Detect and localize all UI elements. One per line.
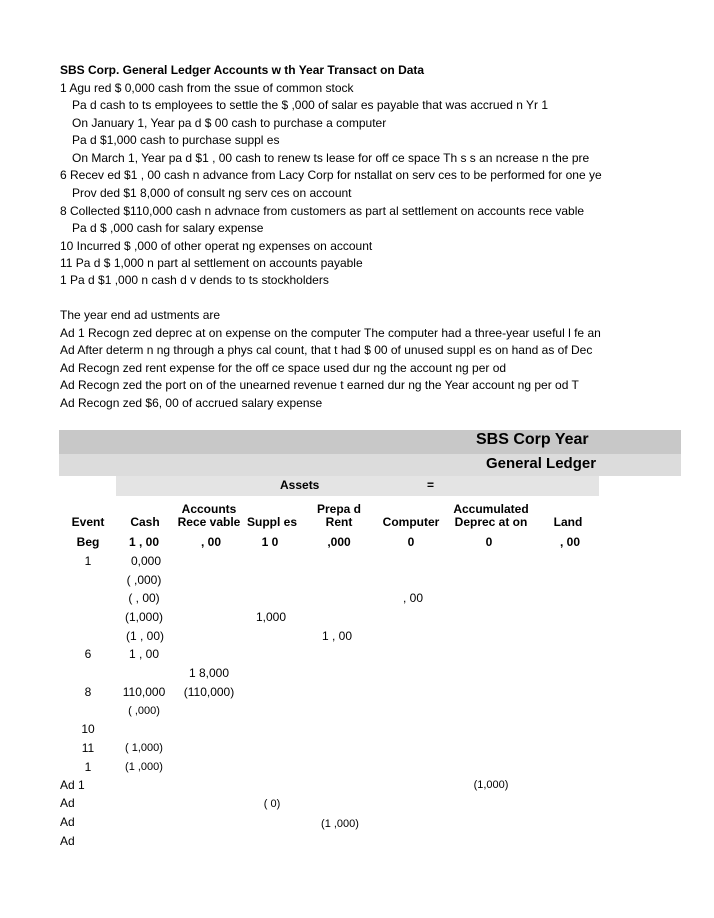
col-header-supplies: Suppl es <box>246 515 297 529</box>
adjustment-line: Ad Recogn zed $6, 00 of accrued salary expense <box>60 396 323 410</box>
row-adj-label: Ad 1 <box>60 778 85 792</box>
row-event: 1 <box>84 760 92 774</box>
row-dep: (1,000) <box>473 779 509 791</box>
transaction-line: Pa d cash to ts employees to settle the $ ,000 of salar es payable that was accrued n Yr 1 <box>72 98 549 112</box>
row-rent: (1 ,000) <box>321 818 359 830</box>
transaction-line: 1 Pa d $1 ,000 n cash d v dends to ts stockholders <box>60 273 329 287</box>
row-cash: ( 1,000) <box>125 742 163 754</box>
row-cash: (1 ,000) <box>125 761 163 773</box>
beg-cash: 1 , 00 <box>128 535 160 549</box>
row-cash: 1 , 00 <box>128 647 160 661</box>
col-header-dep-line2: Deprec at on <box>454 515 528 529</box>
assets-band <box>116 476 599 496</box>
transaction-line: 11 Pa d $ 1,000 n part al settlement on accounts payable <box>60 256 363 270</box>
transaction-line: On January 1, Year pa d $ 00 cash to purchase a computer <box>72 116 387 130</box>
transaction-line: 8 Collected $110,000 cash n advnace from customers as part al settlement on accounts rece vable <box>60 204 585 218</box>
row-cash: ( ,000) <box>128 705 160 717</box>
row-computer: , 00 <box>402 591 423 605</box>
row-event: 8 <box>84 685 92 699</box>
row-ar: (110,000) <box>183 685 235 699</box>
row-ar: 1 8,000 <box>188 666 230 680</box>
equals-sign: = <box>427 478 435 492</box>
ledger-company-title: SBS Corp Year <box>476 431 589 448</box>
row-supplies: ( 0) <box>263 798 281 810</box>
beg-event: Beg <box>76 535 100 549</box>
row-event: 6 <box>84 647 92 661</box>
row-cash: (1 , 00) <box>125 629 164 643</box>
ledger-subtitle: General Ledger <box>486 455 597 472</box>
row-supplies: 1,000 <box>255 610 287 624</box>
beg-computer: 0 <box>407 535 415 549</box>
row-event: 11 <box>81 741 95 755</box>
adjustment-line: Ad Recogn zed rent expense for the off ce space used dur ng the account ng per od <box>60 361 507 375</box>
transaction-line: Prov ded $1 8,000 of consult ng serv ces on account <box>72 186 352 200</box>
row-adj-label: Ad <box>60 815 75 829</box>
row-event: 10 <box>81 722 95 736</box>
adjustment-line: Ad Recogn zed the port on of the unearned revenue t earned dur ng the Year account ng per od T <box>60 378 579 392</box>
col-header-land: Land <box>553 515 583 529</box>
row-cash: ( ,000) <box>126 573 162 587</box>
transaction-line: 10 Incurred $ ,000 of other operat ng expenses on account <box>60 239 373 253</box>
document-title: SBS Corp. General Ledger Accounts w th Year Transact on Data <box>60 63 425 77</box>
row-cash: (1,000) <box>124 610 164 624</box>
transaction-line: Pa d $1,000 cash to purchase suppl es <box>72 133 280 147</box>
adjustment-line: Ad After determ n ng through a phys cal count, that t had $ 00 of unused suppl es on hand as of Dec <box>60 343 593 357</box>
transaction-line: 6 Recev ed $1 , 00 cash n advance from Lacy Corp for nstallat on serv ces to be performed for one ye <box>60 168 602 182</box>
col-header-dep-line1: Accumulated <box>453 502 529 516</box>
beg-dep: 0 <box>485 535 493 549</box>
row-cash: 0,000 <box>130 554 162 568</box>
beg-land: , 00 <box>559 535 580 549</box>
assets-label: Assets <box>280 478 320 492</box>
row-adj-label: Ad <box>60 834 75 848</box>
col-header-rent-line1: Prepa d <box>316 502 361 516</box>
row-cash: 110,000 <box>122 685 166 699</box>
beg-ar: , 00 <box>200 535 221 549</box>
beg-rent: ,000 <box>327 535 351 549</box>
transaction-line: 1 Agu red $ 0,000 cash from the ssue of common stock <box>60 81 354 95</box>
transaction-line: On March 1, Year pa d $1 , 00 cash to renew ts lease for off ce space Th s s an ncrease n the pre <box>72 151 590 165</box>
col-header-event: Event <box>71 515 105 529</box>
beg-supplies: 1 0 <box>261 535 279 549</box>
col-header-cash: Cash <box>130 515 160 529</box>
row-event: 1 <box>84 554 92 568</box>
adjustments-heading: The year end ad ustments are <box>60 308 221 322</box>
col-header-ar-line1: Accounts <box>181 502 237 516</box>
row-rent: 1 , 00 <box>321 629 353 643</box>
transaction-line: Pa d $ ,000 cash for salary expense <box>72 221 264 235</box>
col-header-rent-line2: Rent <box>325 515 353 529</box>
row-cash: ( , 00) <box>128 591 160 605</box>
adjustment-line: Ad 1 Recogn zed deprec at on expense on the computer The computer had a three-year useful l fe an <box>60 326 601 340</box>
col-header-ar-line2: Rece vable <box>177 515 241 529</box>
col-header-computer: Computer <box>382 515 440 529</box>
row-adj-label: Ad <box>60 796 75 810</box>
